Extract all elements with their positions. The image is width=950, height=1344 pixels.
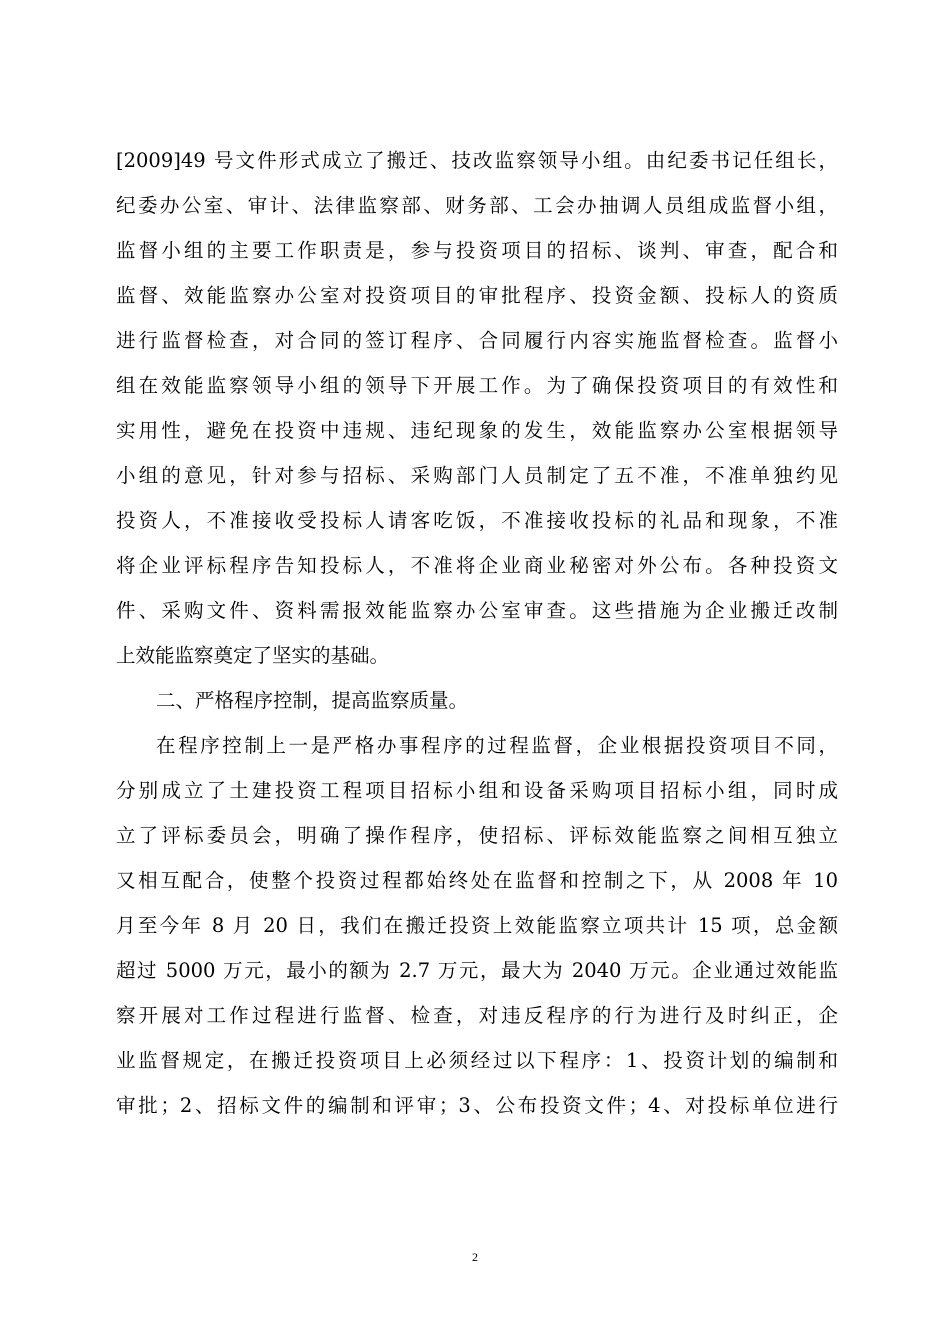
text-line: [2009]49 号文件形式成立了搬迁、技改监察领导小组。由纪委书记任组长，: [116, 149, 838, 172]
text-line: 立了评标委员会，明确了操作程序，使招标、评标效能监察之间相互独立: [116, 824, 838, 847]
text-line: 察开展对工作过程进行监督、检查，对违反程序的行为进行及时纠正，企: [116, 1004, 838, 1027]
text-line: 在程序控制上一是严格办事程序的过程监督，企业根据投资项目不同，: [156, 734, 838, 757]
text-line: 又相互配合，使整个投资过程都始终处在监督和控制之下，从 2008 年 10: [116, 869, 838, 892]
section-heading: 二、严格程序控制，提高监察质量。: [156, 689, 469, 712]
text-line: 投资人，不准接收受投标人请客吃饭，不准接收投标的礼品和现象，不准: [116, 509, 838, 532]
text-line: 监督小组的主要工作职责是，参与投资项目的招标、谈判、审查，配合和: [116, 239, 838, 262]
text-line: 小组的意见，针对参与招标、采购部门人员制定了五不准，不准单独约见: [116, 464, 838, 487]
text-line: 进行监督检查，对合同的签订程序、合同履行内容实施监督检查。监督小: [116, 329, 838, 352]
text-line: 超过 5000 万元，最小的额为 2.7 万元，最大为 2040 万元。企业通过效能监: [116, 959, 838, 982]
text-line: 审批；2、招标文件的编制和评审；3、公布投资文件；4、对投标单位进行: [116, 1094, 838, 1117]
text-line: 上效能监察奠定了坚实的基础。: [116, 644, 390, 667]
text-line: 分别成立了土建投资工程项目招标小组和设备采购项目招标小组，同时成: [116, 779, 838, 802]
text-line: 实用性，避免在投资中违规、违纪现象的发生，效能监察办公室根据领导: [116, 419, 838, 442]
text-line: 组在效能监察领导小组的领导下开展工作。为了确保投资项目的有效性和: [116, 374, 838, 397]
text-line: 业监督规定，在搬迁投资项目上必须经过以下程序：1、投资计划的编制和: [116, 1049, 838, 1072]
text-line: 件、采购文件、资料需报效能监察办公室审查。这些措施为企业搬迁改制: [116, 599, 838, 622]
text-line: 将企业评标程序告知投标人，不准将企业商业秘密对外公布。各种投资文: [116, 554, 838, 577]
text-line: 监督、效能监察办公室对投资项目的审批程序、投资金额、投标人的资质: [116, 284, 838, 307]
text-line: 纪委办公室、审计、法律监察部、财务部、工会办抽调人员组成监督小组，: [116, 194, 838, 217]
body-text: [116, 138, 838, 1128]
text-line: 月至今年 8 月 20 日，我们在搬迁投资上效能监察立项共计 15 项，总金额: [116, 914, 838, 937]
page-number: 2: [472, 1250, 478, 1264]
